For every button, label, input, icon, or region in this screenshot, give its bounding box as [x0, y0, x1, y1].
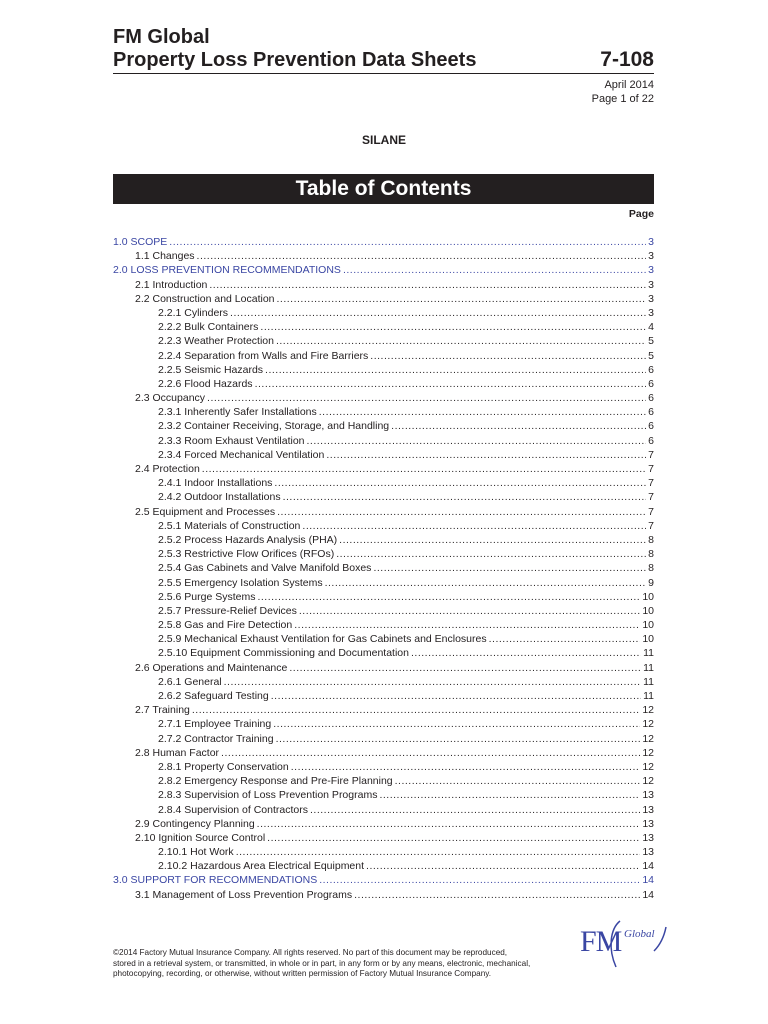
toc-leader-dots [294, 618, 640, 632]
series-title: Property Loss Prevention Data Sheets [113, 49, 477, 71]
toc-entry[interactable] [113, 519, 654, 533]
toc-leader-dots [366, 859, 640, 873]
toc-leader-dots [257, 817, 641, 831]
toc-entry-title: 2.5.7 Pressure-Relief Devices [158, 604, 297, 617]
toc-entry-page: 7 [648, 519, 654, 532]
toc-entry[interactable] [113, 547, 654, 561]
toc-leader-dots [209, 278, 646, 292]
toc-entry[interactable] [113, 661, 654, 675]
header-rule [113, 73, 654, 74]
toc-entry-title: 2.2.1 Cylinders [158, 306, 229, 319]
document-number: 7-108 [600, 48, 654, 71]
toc-entry-page: 14 [642, 860, 654, 873]
toc-entry-page: 10 [642, 619, 654, 632]
toc-entry-title: 2.2.5 Seismic Hazards [158, 363, 264, 376]
logo-fm-text: FM [580, 925, 622, 958]
toc-entry-title: 2.2 Construction and Location [135, 292, 275, 305]
toc-leader-dots [310, 803, 640, 817]
copyright-line: stored in a retrieval system, or transmitted, in whole or in part, in any form or by any means, electronic, mechanical, [113, 958, 531, 968]
toc-entry-page: 6 [648, 392, 654, 405]
toc-entry[interactable] [113, 803, 654, 817]
toc-entry-page: 13 [642, 817, 654, 830]
toc-entry-page: 8 [648, 548, 654, 561]
copyright-line: ©2014 Factory Mutual Insurance Company. All rights reserved. No part of this document may be reproduced, [113, 948, 508, 957]
toc-entry-title: 2.5.8 Gas and Fire Detection [158, 619, 293, 632]
document-subject: SILANE [361, 133, 406, 147]
toc-leader-dots [267, 831, 640, 845]
toc-leader-dots [299, 604, 640, 618]
toc-leader-dots [236, 845, 641, 859]
toc-leader-dots [260, 320, 646, 334]
toc-entry-title: 2.10.1 Hot Work [158, 846, 234, 859]
toc-entry[interactable] [113, 859, 654, 873]
toc-entry-page: 3 [648, 292, 654, 305]
toc-leader-dots [354, 888, 640, 902]
toc-entry-page: 3 [648, 236, 654, 248]
logo-global-text: Global [624, 928, 655, 940]
toc-entry-title: 2.5.2 Process Hazards Analysis (PHA) [158, 533, 338, 546]
toc-entry[interactable] [113, 292, 654, 306]
page-column-label: Page [628, 208, 654, 220]
toc-entry-page: 9 [648, 576, 654, 589]
toc-entry-title: 2.6 Operations and Maintenance [135, 661, 288, 674]
toc-leader-dots [265, 363, 646, 377]
toc-leader-dots [391, 419, 646, 433]
toc-entry-page: 10 [642, 604, 654, 617]
toc-entry-title: 2.3.1 Inherently Safer Installations [158, 406, 317, 419]
toc-entry[interactable] [113, 561, 654, 575]
toc-leader-dots [257, 590, 640, 604]
toc-entry-page: 14 [642, 888, 654, 901]
toc-entry[interactable] [113, 888, 654, 902]
toc-entry[interactable] [113, 817, 654, 831]
toc-leader-dots [373, 561, 646, 575]
toc-entry-page: 12 [642, 760, 654, 773]
toc-leader-dots [395, 774, 641, 788]
toc-entry-title: 2.2.6 Flood Hazards [158, 377, 253, 390]
toc-entry-title: 2.8.4 Supervision of Contractors [158, 803, 308, 816]
toc-entry[interactable] [113, 490, 654, 504]
toc-entry-title: 2.3 Occupancy [135, 392, 206, 405]
toc-entry-page: 4 [648, 321, 654, 334]
toc-leader-dots [319, 873, 640, 887]
toc-entry-page: 6 [648, 406, 654, 419]
toc-entry-title: 2.10 Ignition Source Control [135, 831, 266, 844]
toc-entry-title: 2.4.1 Indoor Installations [158, 477, 273, 490]
toc-leader-dots [302, 519, 646, 533]
toc-leader-dots [273, 717, 640, 731]
toc-entry-page: 3 [648, 306, 654, 319]
toc-entry-page: 13 [642, 789, 654, 802]
toc-entry[interactable] [113, 391, 654, 405]
organization-name: FM Global [113, 26, 210, 48]
toc-leader-dots [276, 732, 641, 746]
toc-entry[interactable] [113, 363, 654, 377]
toc-leader-dots [411, 646, 641, 660]
fm-global-logo [580, 915, 670, 985]
toc-leader-dots [230, 306, 646, 320]
toc-entry-title: 2.3.2 Container Receiving, Storage, and Handling [158, 420, 390, 433]
toc-leader-dots [277, 292, 647, 306]
toc-entry-page: 7 [648, 463, 654, 475]
toc-entry-title: 2.9 Contingency Planning [135, 817, 255, 830]
toc-entry[interactable] [113, 831, 654, 845]
toc-entry-title: 2.8.3 Supervision of Loss Prevention Programs [158, 789, 378, 802]
toc-entry-page: 13 [642, 803, 654, 816]
toc-entry-page: 13 [642, 846, 654, 859]
table-of-contents [113, 235, 654, 902]
toc-leader-dots [224, 675, 641, 689]
toc-leader-dots [326, 448, 646, 462]
toc-entry-title: 3.0 SUPPORT FOR RECOMMENDATIONS [113, 874, 318, 887]
toc-entry-page: 5 [648, 349, 654, 362]
document-meta [592, 78, 654, 106]
toc-leader-dots [277, 505, 646, 519]
toc-entry-title: 1.1 Changes [135, 250, 195, 263]
toc-entry-page: 3 [648, 250, 654, 263]
toc-entry[interactable] [113, 405, 654, 419]
toc-entry-page: 11 [643, 690, 654, 702]
toc-entry-page: 7 [648, 491, 654, 504]
toc-entry-title: 2.4.2 Outdoor Installations [158, 491, 281, 504]
toc-entry[interactable] [113, 576, 654, 590]
toc-entry-page: 7 [648, 448, 654, 461]
toc-leader-dots [271, 689, 641, 703]
toc-leader-dots [255, 377, 647, 391]
toc-leader-dots [307, 434, 647, 448]
toc-entry-title: 2.7.2 Contractor Training [158, 732, 274, 745]
toc-leader-dots [289, 661, 641, 675]
toc-entry-page: 3 [648, 278, 654, 291]
toc-entry[interactable] [113, 646, 654, 660]
toc-entry-title: 2.6.1 General [158, 675, 222, 688]
toc-leader-dots [370, 349, 646, 363]
toc-entry[interactable] [113, 263, 654, 277]
toc-leader-dots [336, 547, 646, 561]
toc-entry-page: 3 [648, 264, 654, 277]
toc-entry-title: 2.2.2 Bulk Containers [158, 321, 259, 334]
toc-title: Table of Contents [113, 174, 654, 204]
copyright-line: photocopying, recording, or otherwise, without written permission of Factory Mutual Insurance Company. [113, 969, 492, 979]
toc-entry[interactable] [113, 618, 654, 632]
toc-entry[interactable] [113, 717, 654, 731]
toc-entry-title: 2.8.1 Property Conservation [158, 760, 289, 773]
toc-entry[interactable] [113, 320, 654, 334]
toc-entry-title: 2.0 LOSS PREVENTION RECOMMENDATIONS [113, 264, 341, 277]
toc-entry-page: 10 [642, 633, 654, 646]
toc-entry[interactable] [113, 419, 654, 433]
toc-leader-dots [221, 746, 640, 760]
toc-entry[interactable] [113, 788, 654, 802]
toc-entry-title: 2.3.3 Room Exhaust Ventilation [158, 434, 305, 447]
toc-entry-title: 1.0 SCOPE [113, 236, 168, 248]
toc-leader-dots [339, 533, 646, 547]
toc-leader-dots [207, 391, 646, 405]
toc-leader-dots [489, 632, 641, 646]
toc-entry[interactable] [113, 476, 654, 490]
toc-entry-page: 12 [642, 704, 654, 717]
toc-entry[interactable] [113, 505, 654, 519]
toc-entry[interactable] [113, 448, 654, 462]
toc-entry-title: 2.2.3 Weather Protection [158, 335, 274, 348]
toc-entry[interactable] [113, 774, 654, 788]
toc-entry[interactable] [113, 732, 654, 746]
toc-entry-page: 5 [648, 335, 654, 348]
toc-entry[interactable] [113, 632, 654, 646]
toc-entry-title: 2.7 Training [135, 704, 190, 717]
toc-entry[interactable] [113, 703, 654, 717]
toc-entry[interactable] [113, 349, 654, 363]
document-header [113, 26, 654, 72]
toc-entry-title: 2.5.4 Gas Cabinets and Valve Manifold Boxes [158, 562, 372, 575]
toc-entry-page: 7 [648, 477, 654, 490]
toc-entry-page: 6 [648, 420, 654, 433]
copyright-notice [113, 948, 563, 980]
toc-entry-title: 2.1 Introduction [135, 278, 208, 291]
toc-entry-title: 2.5.5 Emergency Isolation Systems [158, 576, 323, 589]
toc-entry-page: 13 [642, 831, 654, 844]
toc-entry-page: 6 [648, 434, 654, 447]
toc-leader-dots [197, 249, 647, 263]
toc-entry-page: 11 [643, 647, 654, 660]
toc-entry-title: 2.8 Human Factor [135, 746, 220, 759]
toc-entry[interactable] [113, 604, 654, 618]
toc-entry-title: 3.1 Management of Loss Prevention Programs [135, 888, 353, 901]
toc-leader-dots [319, 405, 646, 419]
toc-entry[interactable] [113, 533, 654, 547]
toc-entry[interactable] [113, 689, 654, 703]
toc-entry[interactable] [113, 249, 654, 263]
toc-entry[interactable] [113, 746, 654, 760]
toc-entry-page: 6 [648, 363, 654, 376]
toc-entry-page: 8 [648, 533, 654, 546]
toc-entry[interactable] [113, 278, 654, 292]
toc-entry-page: 8 [648, 562, 654, 575]
toc-entry-page: 12 [642, 746, 654, 759]
toc-entry-title: 2.3.4 Forced Mechanical Ventilation [158, 448, 325, 461]
toc-entry-title: 2.5.10 Equipment Commissioning and Documentation [158, 647, 409, 660]
document-date: April 2014 [604, 79, 654, 91]
toc-entry-title: 2.4 Protection [135, 463, 200, 475]
toc-entry-page: 10 [642, 590, 654, 603]
toc-leader-dots [379, 788, 640, 802]
toc-entry-title: 2.6.2 Safeguard Testing [158, 690, 269, 702]
toc-leader-dots [325, 576, 647, 590]
toc-leader-dots [276, 334, 646, 348]
toc-entry[interactable] [113, 434, 654, 448]
toc-entry-title: 2.5 Equipment and Processes [135, 505, 276, 518]
toc-entry-page: 12 [642, 718, 654, 731]
toc-entry-page: 14 [642, 874, 654, 887]
toc-entry[interactable] [113, 377, 654, 391]
toc-entry-page: 7 [648, 505, 654, 518]
toc-entry[interactable] [113, 760, 654, 774]
toc-entry[interactable] [113, 873, 654, 887]
toc-entry-title: 2.5.6 Purge Systems [158, 590, 256, 603]
toc-leader-dots [274, 476, 646, 490]
toc-entry-page: 12 [642, 775, 654, 788]
toc-entry-title: 2.2.4 Separation from Walls and Fire Barriers [158, 349, 369, 362]
toc-entry-page: 12 [642, 732, 654, 745]
toc-entry-page: 11 [643, 661, 654, 674]
toc-entry[interactable] [113, 462, 654, 476]
toc-leader-dots [283, 490, 647, 504]
page-indicator: Page 1 of 22 [591, 93, 654, 105]
toc-entry-title: 2.8.2 Emergency Response and Pre-Fire Planning [158, 775, 393, 788]
toc-entry[interactable] [113, 334, 654, 348]
toc-entry-title: 2.5.3 Restrictive Flow Orifices (RFOs) [158, 548, 335, 561]
toc-entry-page: 11 [643, 675, 654, 688]
toc-leader-dots [343, 263, 646, 277]
toc-leader-dots [202, 462, 646, 476]
toc-entry-page: 6 [648, 377, 654, 390]
toc-entry[interactable] [113, 306, 654, 320]
toc-entry-title: 2.10.2 Hazardous Area Electrical Equipment [158, 860, 365, 873]
toc-entry[interactable] [113, 590, 654, 604]
toc-entry-title: 2.5.9 Mechanical Exhaust Ventilation for Gas Cabinets and Enclosures [158, 633, 487, 646]
toc-leader-dots [192, 703, 640, 717]
toc-entry-title: 2.7.1 Employee Training [158, 718, 272, 731]
toc-leader-dots [291, 760, 641, 774]
toc-entry-title: 2.5.1 Materials of Construction [158, 519, 301, 532]
toc-entry[interactable] [113, 675, 654, 689]
toc-entry[interactable] [113, 235, 654, 249]
toc-entry[interactable] [113, 845, 654, 859]
toc-leader-dots [169, 235, 646, 249]
